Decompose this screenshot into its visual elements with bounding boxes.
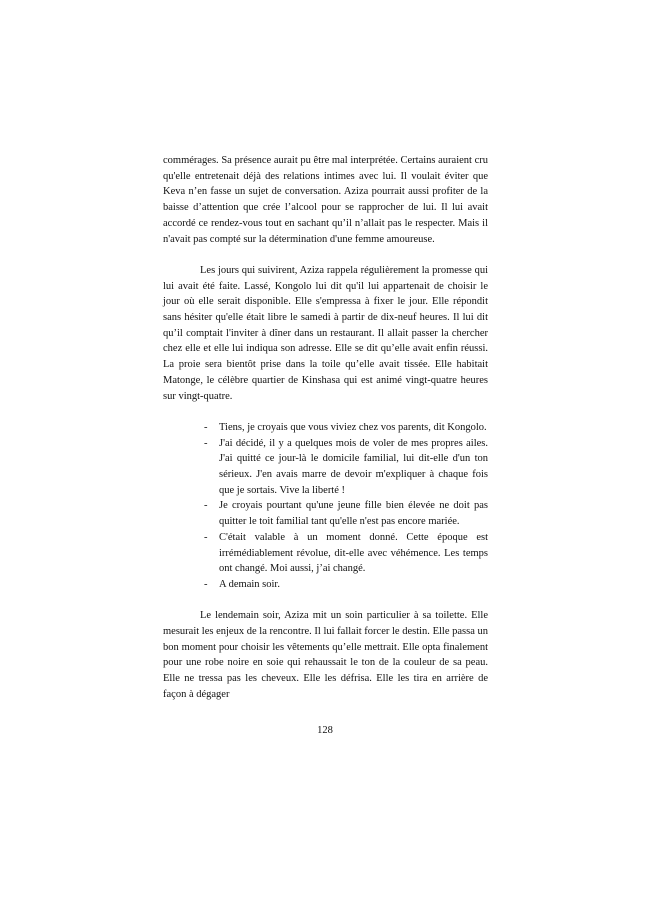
dialogue-dash: - [204, 421, 208, 433]
dialogue-text: Je croyais pourtant qu'une jeune fille bien élevée ne doit pas quitter le toit familial tant qu'elle n'est pas encore mariée. [219, 500, 488, 528]
dialogue-line [163, 577, 488, 593]
dialogue-list [163, 420, 488, 593]
dialogue-dash: - [204, 437, 208, 449]
dialogue-line [163, 420, 488, 436]
dialogue-dash: - [204, 500, 208, 512]
dialogue-dash: - [204, 578, 208, 590]
dialogue-line [163, 530, 488, 577]
dialogue-text: A demain soir. [219, 578, 280, 590]
page-number: 128 [317, 725, 333, 736]
paragraph-2: Les jours qui suivirent, Aziza rappela régulièrement la promesse qui lui avait été faite. Lassé, Kongolo lui dit qu'il lui appartenait de choisir le jour où elle serait disponible. Elle s'empressa à fixer le jour. Elle répondit sans hésiter qu'elle était libre le samedi à partir de dix-neuf heures. Il lui dit qu’il comptait l'inviter à dîner dans un restaurant. Il allait passer la chercher chez elle et elle lui indiqua son adresse. Elle se dit qu’elle avait enfin réussi. La proie sera bientôt prise dans la toile qu’elle avait tissée. Elle habitait Matonge, le célèbre quartier de Kinshasa qui est animé vingt-quatre heures sur vingt-quatre. [163, 264, 488, 402]
dialogue-text: J'ai décidé, il y a quelques mois de voler de mes propres ailes. J'ai quitté ce jour-là le domicile familial, lui dit-elle d'un ton sérieux. J'en avais marre de devoir m'expliquer à chaque fois que je sortais. Vive la liberté ! [219, 437, 488, 496]
paragraph-3: Le lendemain soir, Aziza mit un soin particulier à sa toilette. Elle mesurait les enjeux de la rencontre. Il lui fallait forcer le destin. Elle passa un bon moment pour choisir les vêtements qu’elle mettrait. Elle opta finalement pour une robe noire en soie qui rehaussait le ton de la couleur de sa peau. Elle ne tressa pas les cheveux. Elle les défrisa. Elle les tira en arrière de façon à dégager [163, 610, 488, 700]
paragraph-1: commérages. Sa présence aurait pu être mal interprétée. Certains auraient cru qu'elle entretenait déjà des relations intimes avec lui. Il voulait éviter que Keva n’en fasse un sujet de conversation. Aziza pourrait aussi profiter de la baisse d’attention que crée l’alcool pour se rapprocher de lui. Il lui avait accordé ce rendez-vous tout en sachant qu’il n’allait pas le respecter. Mais il n'avait pas compté sur la détermination d'une femme amoureuse. [163, 155, 488, 245]
dialogue-line [163, 498, 488, 529]
dialogue-text: Tiens, je croyais que vous viviez chez vos parents, dit Kongolo. [219, 421, 487, 433]
dialogue-line [163, 436, 488, 499]
dialogue-text: C'était valable à un moment donné. Cette époque est irrémédiablement révolue, dit-elle avec véhémence. Les temps ont changé. Moi aussi, j’ai changé. [219, 531, 488, 575]
body-text [163, 153, 488, 703]
dialogue-dash: - [204, 531, 208, 543]
